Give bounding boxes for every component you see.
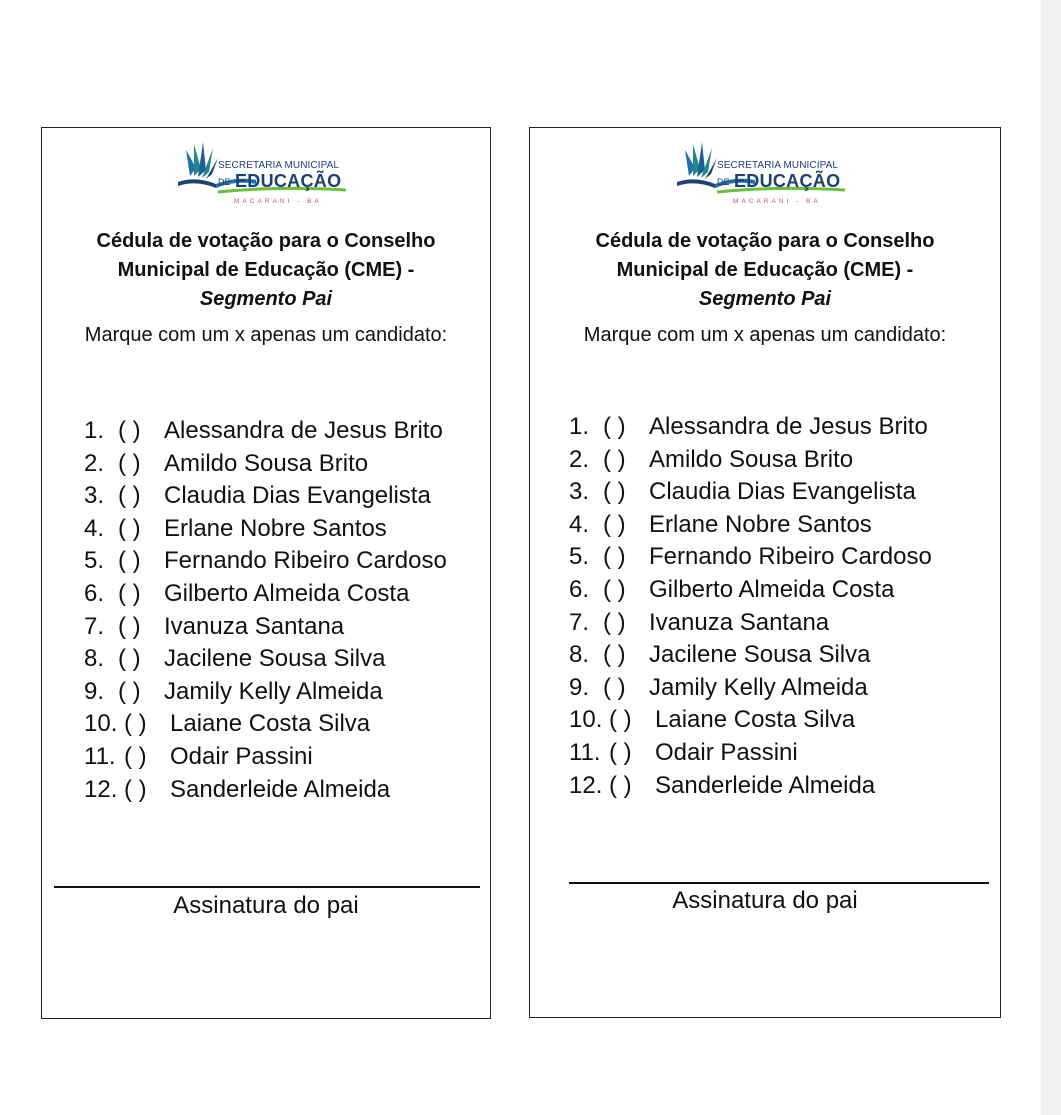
logo-prefix: DE (218, 177, 231, 187)
candidate-number: 9. (84, 677, 105, 705)
candidate-item[interactable] (84, 480, 447, 513)
candidate-item[interactable] (569, 411, 932, 444)
candidate-name: Laiane Costa Silva (170, 710, 371, 738)
ballot-title (530, 227, 1000, 314)
candidate-number: 12. (84, 775, 118, 803)
instruction-text: Marque com um x apenas um candidato: (583, 324, 947, 346)
signature-line[interactable] (54, 886, 480, 888)
candidate-number: 10. (569, 706, 603, 734)
candidate-number: 2. (569, 445, 590, 473)
candidate-item[interactable] (569, 444, 932, 477)
vote-checkbox[interactable]: ( ) (603, 575, 626, 603)
instruction-text: Marque com um x apenas um candidato: (84, 324, 448, 346)
candidate-item[interactable] (569, 574, 932, 607)
candidate-name: Claudia Dias Evangelista (649, 478, 916, 506)
vote-checkbox[interactable]: ( ) (603, 673, 626, 701)
candidate-name: Gilberto Almeida Costa (164, 579, 410, 607)
vote-checkbox[interactable]: ( ) (603, 478, 626, 506)
vote-checkbox[interactable]: ( ) (124, 710, 147, 738)
candidate-name: Amildo Sousa Brito (164, 449, 369, 477)
candidate-number: 7. (569, 608, 590, 636)
logo-prefix: DE (717, 177, 730, 187)
candidate-number: 1. (84, 417, 105, 444)
candidate-number: 1. (569, 413, 590, 440)
candidate-name: Jacilene Sousa Silva (649, 641, 871, 669)
vote-checkbox[interactable]: ( ) (124, 775, 147, 803)
logo-line-2 (717, 171, 840, 192)
candidate-number: 8. (569, 641, 590, 669)
title-line-1: Cédula de votação para o Conselho (96, 230, 436, 252)
candidate-number: 5. (84, 547, 105, 575)
vote-checkbox[interactable]: ( ) (118, 677, 141, 705)
candidate-item[interactable] (569, 737, 932, 770)
vote-checkbox[interactable]: ( ) (603, 445, 626, 473)
vote-checkbox[interactable]: ( ) (118, 579, 141, 607)
candidate-item[interactable] (569, 476, 932, 509)
ballot-title (42, 227, 490, 314)
candidate-item[interactable] (84, 578, 447, 611)
candidate-number: 7. (84, 612, 105, 640)
title-line-2: Municipal de Educação (CME) - (117, 259, 415, 281)
logo-line-2 (218, 171, 341, 192)
candidate-name: Sanderleide Almeida (655, 771, 876, 799)
candidate-item[interactable] (569, 541, 932, 574)
candidate-item[interactable] (569, 704, 932, 737)
vote-checkbox[interactable]: ( ) (603, 608, 626, 636)
candidate-item[interactable] (569, 607, 932, 640)
candidate-item[interactable] (84, 513, 447, 546)
candidate-item[interactable] (84, 643, 447, 676)
candidate-number: 4. (569, 510, 590, 538)
candidate-number: 6. (84, 579, 105, 607)
candidate-item[interactable] (84, 415, 447, 448)
candidate-name: Ivanuza Santana (164, 612, 345, 640)
title-line-1: Cédula de votação para o Conselho (595, 230, 935, 252)
candidate-item[interactable] (84, 708, 447, 741)
candidate-item[interactable] (84, 676, 447, 709)
candidate-number: 9. (569, 673, 590, 701)
candidate-name: Fernando Ribeiro Cardoso (649, 543, 932, 571)
candidate-number: 3. (569, 478, 590, 506)
candidate-item[interactable] (84, 774, 447, 807)
vote-checkbox[interactable]: ( ) (118, 612, 141, 640)
title-line-2: Municipal de Educação (CME) - (616, 259, 914, 281)
ballot-card-right (529, 127, 1001, 1018)
candidate-item[interactable] (569, 639, 932, 672)
candidate-item[interactable] (84, 611, 447, 644)
candidate-number: 11. (84, 742, 116, 770)
vote-checkbox[interactable]: ( ) (118, 514, 141, 542)
title-segment: Segmento Pai (698, 288, 832, 310)
vote-checkbox[interactable]: ( ) (118, 645, 141, 673)
candidate-name: Jamily Kelly Almeida (164, 677, 383, 705)
candidate-list (84, 415, 447, 806)
candidate-number: 8. (84, 645, 105, 673)
candidate-item[interactable] (569, 672, 932, 705)
candidate-number: 3. (84, 482, 105, 510)
vote-checkbox[interactable]: ( ) (609, 771, 632, 799)
vote-checkbox[interactable]: ( ) (609, 706, 632, 734)
vote-checkbox[interactable]: ( ) (118, 547, 141, 575)
candidate-name: Alessandra de Jesus Brito (164, 417, 443, 444)
vote-checkbox[interactable]: ( ) (124, 742, 147, 770)
education-secretariat-logo (675, 136, 855, 208)
logo-main-word: EDUCAÇÃO (733, 171, 841, 191)
vote-checkbox[interactable]: ( ) (118, 417, 141, 444)
candidate-name: Jamily Kelly Almeida (649, 673, 868, 701)
candidate-item[interactable] (84, 545, 447, 578)
candidate-number: 5. (569, 543, 590, 571)
ballot-card-left (41, 127, 491, 1019)
candidate-name: Laiane Costa Silva (655, 706, 856, 734)
vote-checkbox[interactable]: ( ) (603, 641, 626, 669)
candidate-number: 12. (569, 771, 603, 799)
candidate-number: 2. (84, 449, 105, 477)
candidate-name: Erlane Nobre Santos (649, 510, 872, 538)
candidate-name: Gilberto Almeida Costa (649, 575, 895, 603)
candidate-name: Alessandra de Jesus Brito (649, 413, 928, 440)
signature-label: Assinatura do pai (173, 892, 359, 919)
candidate-item[interactable] (569, 770, 932, 803)
candidate-number: 10. (84, 710, 118, 738)
vote-checkbox[interactable]: ( ) (118, 449, 141, 477)
logo-line-1: SECRETARIA MUNICIPAL (717, 160, 839, 171)
vote-checkbox[interactable]: ( ) (118, 482, 141, 510)
logo-main-word: EDUCAÇÃO (234, 171, 342, 191)
candidate-name: Claudia Dias Evangelista (164, 482, 431, 510)
candidate-name: Odair Passini (655, 738, 798, 766)
vote-checkbox[interactable]: ( ) (609, 738, 632, 766)
signature-line[interactable] (569, 882, 989, 884)
candidate-name: Erlane Nobre Santos (164, 514, 387, 542)
candidate-item[interactable] (84, 448, 447, 481)
candidate-name: Sanderleide Almeida (170, 775, 391, 803)
vote-checkbox[interactable]: ( ) (603, 413, 626, 440)
candidate-number: 11. (569, 738, 601, 766)
vote-checkbox[interactable]: ( ) (603, 510, 626, 538)
candidate-name: Fernando Ribeiro Cardoso (164, 547, 447, 575)
candidate-name: Odair Passini (170, 742, 313, 770)
vote-checkbox[interactable]: ( ) (603, 543, 626, 571)
candidate-name: Jacilene Sousa Silva (164, 645, 386, 673)
logo-city: MACARANI - BA (234, 198, 322, 205)
education-secretariat-logo (176, 136, 356, 208)
candidate-name: Amildo Sousa Brito (649, 445, 854, 473)
candidate-item[interactable] (84, 741, 447, 774)
candidate-number: 4. (84, 514, 105, 542)
signature-label: Assinatura do pai (672, 887, 858, 914)
candidate-number: 6. (569, 575, 590, 603)
title-segment: Segmento Pai (199, 288, 333, 310)
candidate-name: Ivanuza Santana (649, 608, 830, 636)
candidate-list (569, 411, 932, 802)
side-strip (1041, 0, 1061, 1115)
logo-city: MACARANI - BA (733, 198, 821, 205)
logo-line-1: SECRETARIA MUNICIPAL (218, 160, 340, 171)
candidate-item[interactable] (569, 509, 932, 542)
